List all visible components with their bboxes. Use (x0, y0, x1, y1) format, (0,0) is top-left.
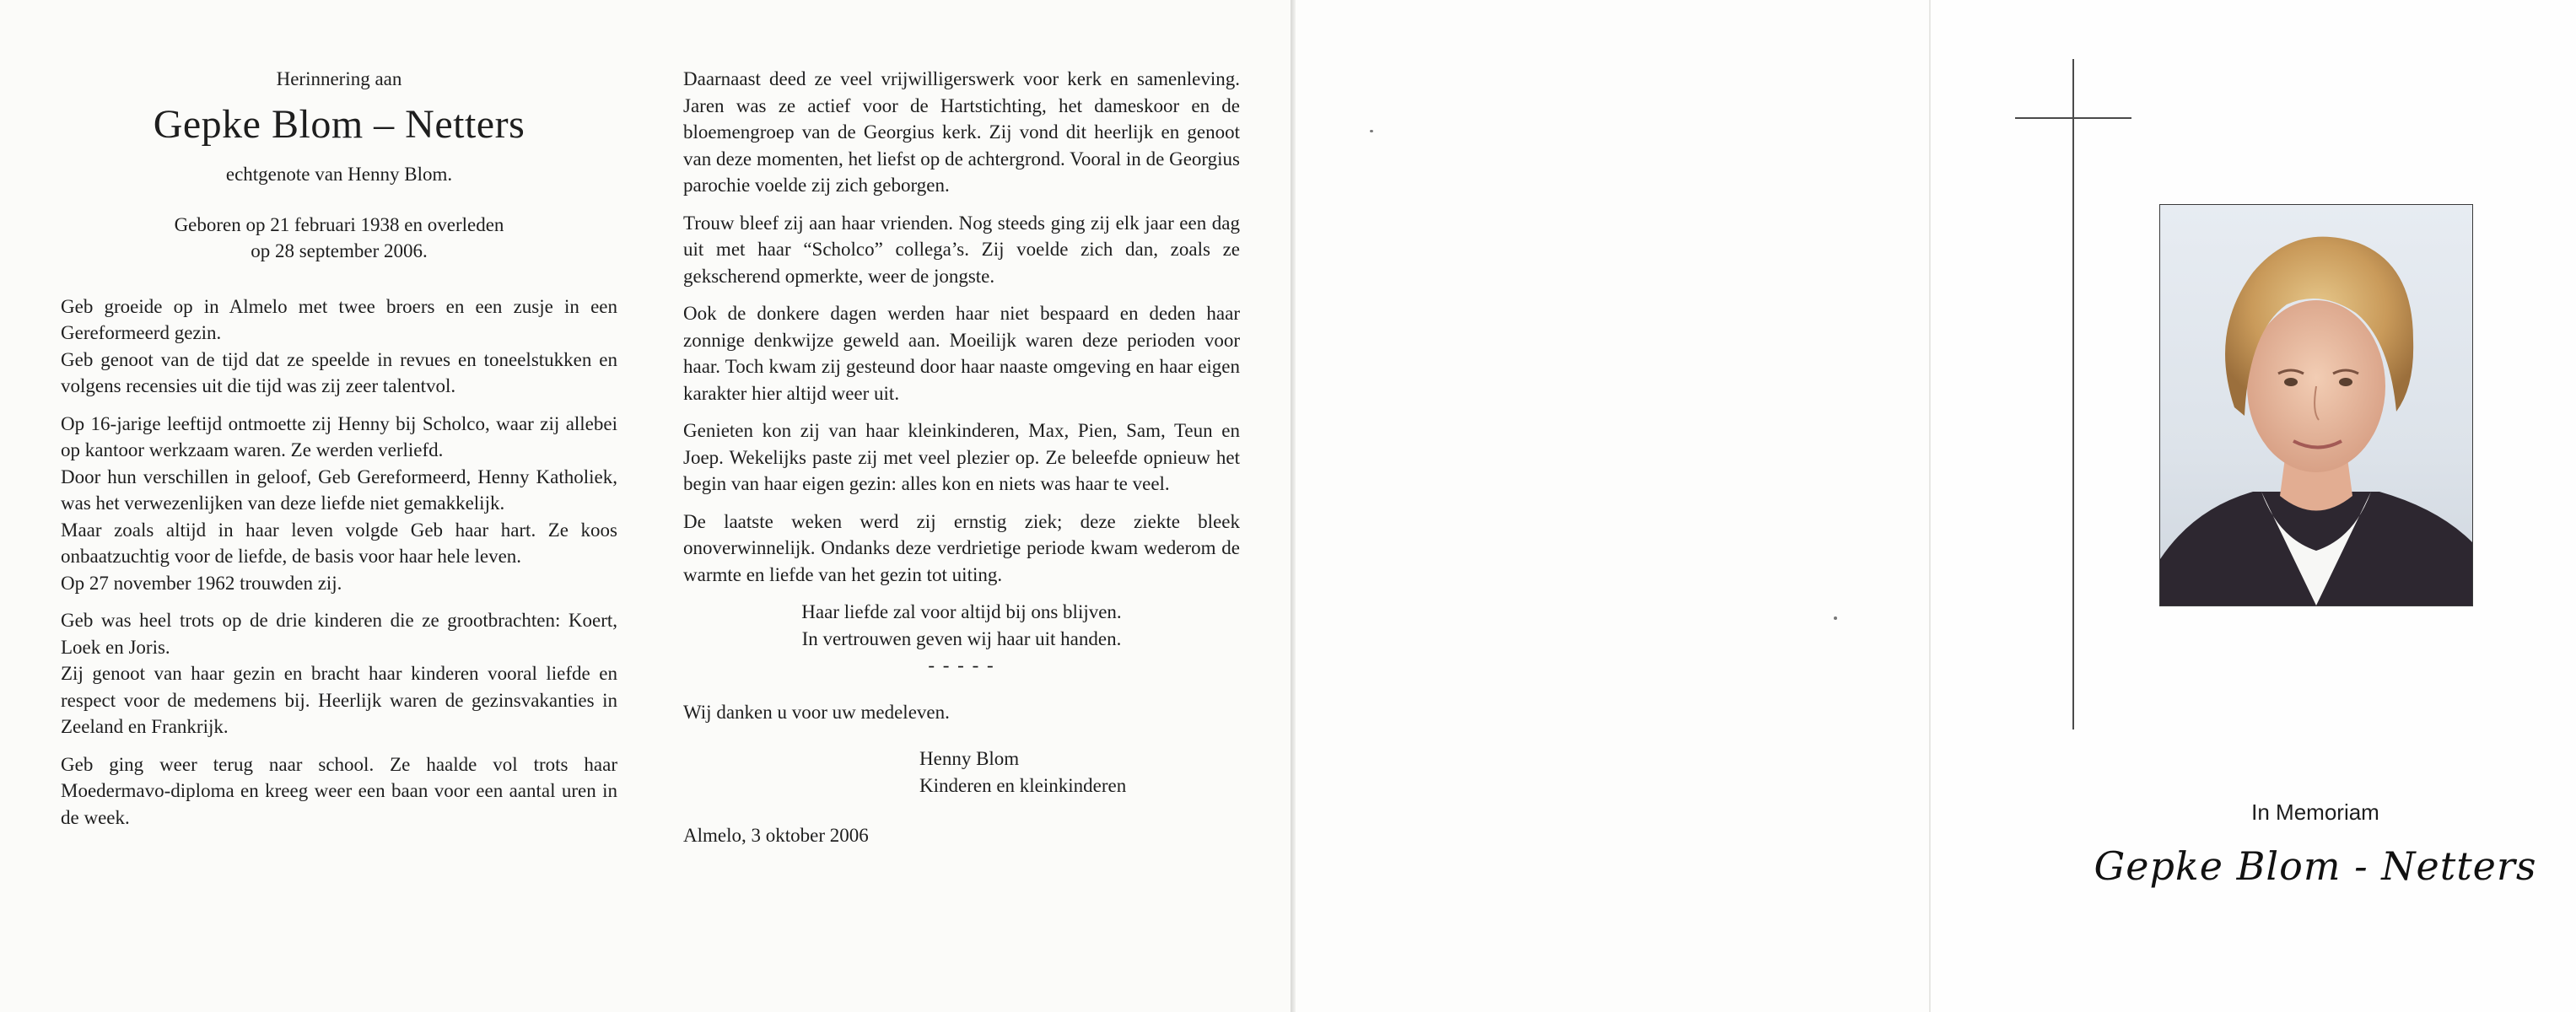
signature-name: Henny Blom (919, 748, 1020, 769)
biography-paragraph: Op 27 november 1962 trouwden zij. (61, 572, 342, 594)
paper-speck (1834, 616, 1837, 620)
deceased-name-heading: Gepke Blom – Netters (153, 101, 525, 147)
signature-family: Kinderen en kleinkinderen (919, 774, 1127, 796)
biography-paragraph: Geb genoot van de tijd dat ze speelde in revues en toneelstukken en volgens recensies uit die tijd was zij zeer talentvol. (61, 348, 617, 396)
biography-paragraph: Zij genoot van haar gezin en bracht haar kinderen vooral liefde en respect voor de medemens bij. Heerlijk waren de gezinsvakanties in Zeeland en Frankrijk. (61, 663, 617, 737)
biography-paragraph: Geb groeide op in Almelo met twee broers en een zusje in een Gereformeerd gezin. (61, 295, 617, 343)
biography-paragraph: Geb was heel trots op de drie kinderen die ze grootbrachten: Koert, Loek en Joris. (61, 610, 617, 658)
portrait-photo (2159, 204, 2473, 606)
biography-paragraph: Ook de donkere dagen werden haar niet bespaard en deden haar zonnige denkwijze geweld aan. Moeilijk waren deze perioden voor haar. Toch kwam zij gesteund door haar naaste omgeving en haar eigen karakter hier altijd weer uit. (683, 303, 1240, 404)
paper-speck (1370, 130, 1373, 132)
biography-paragraph: De laatste weken werd zij ernstig ziek; deze ziekte bleek onoverwinnelijk. Ondanks deze verdrietige periode kwam wederom de warmte en liefde van het gezin tot uiting. (683, 510, 1240, 585)
separator: - - - - - (928, 654, 995, 676)
place-date: Almelo, 3 oktober 2006 (683, 825, 869, 846)
left-text-column (61, 0, 617, 831)
biography-paragraph: Maar zoals altijd in haar leven volgde Geb haar hart. Ze koos onbaatzuchtig voor de liefde, de basis voor haar hele leven. (61, 519, 617, 567)
cross-horizontal (2015, 117, 2131, 119)
biography-paragraph: Genieten kon zij van haar kleinkinderen, Max, Pien, Sam, Teun en Joep. Wekelijks paste zij met veel plezier op. Ze beleefde opnieuw het begin van haar eigen gezin: alles kon en niets was haar te veel. (683, 420, 1240, 494)
biography-paragraph: Daarnaast deed ze veel vrijwilligerswerk voor kerk en samenleving. Jaren was ze actief voor de Hartstichting, het dameskoor en de bloemengroep van de Georgius kerk. Zij vond dit heerlijk en genoot van deze momenten, het liefst op de achtergrond. Vooral in de Georgius parochie voelde zij zich geborgen. (683, 68, 1240, 196)
in-memoriam-title: In Memoriam (2251, 799, 2379, 825)
dates-line-1: Geboren op 21 februari 1938 en overleden (174, 213, 504, 235)
spouse-line: echtgenote van Henny Blom. (225, 164, 453, 185)
verse-line-2: In vertrouwen geven wij haar uit handen. (801, 627, 1122, 649)
blank-back-panel (1296, 0, 1930, 1012)
front-name: Gepke Blom - Netters (2094, 843, 2537, 889)
verse-line-1: Haar liefde zal voor altijd bij ons blijven. (801, 601, 1122, 622)
thanks-line: Wij danken u voor uw medeleven. (683, 701, 950, 723)
biography-paragraph: Geb ging weer terug naar school. Ze haalde vol trots haar Moedermavo-diploma en kreeg weer een baan voor een aantal uren in de week. (61, 753, 617, 828)
biography-paragraph: Op 16-jarige leeftijd ontmoette zij Henny bij Scholco, waar zij allebei op kantoor werkzaam waren. Ze werden verliefd. (61, 412, 617, 460)
intro-text: Herinnering aan (276, 68, 402, 89)
dates-line-2: op 28 september 2006. (251, 240, 428, 261)
right-text-column (683, 66, 1240, 849)
biography-paragraph: Door hun verschillen in geloof, Geb Gereformeerd, Henny Katholiek, was het verwezenlijken van deze liefde niet gemakkelijk. (61, 466, 617, 514)
biography-paragraph: Trouw bleef zij aan haar vrienden. Nog steeds ging zij elk jaar een dag uit met haar “Scholco” collega’s. Zij voelde zich dan, zoals ze gekscherend opmerkte, weer de jongste. (683, 212, 1240, 287)
portrait-illustration (2160, 205, 2472, 606)
cross-vertical (2072, 59, 2074, 729)
